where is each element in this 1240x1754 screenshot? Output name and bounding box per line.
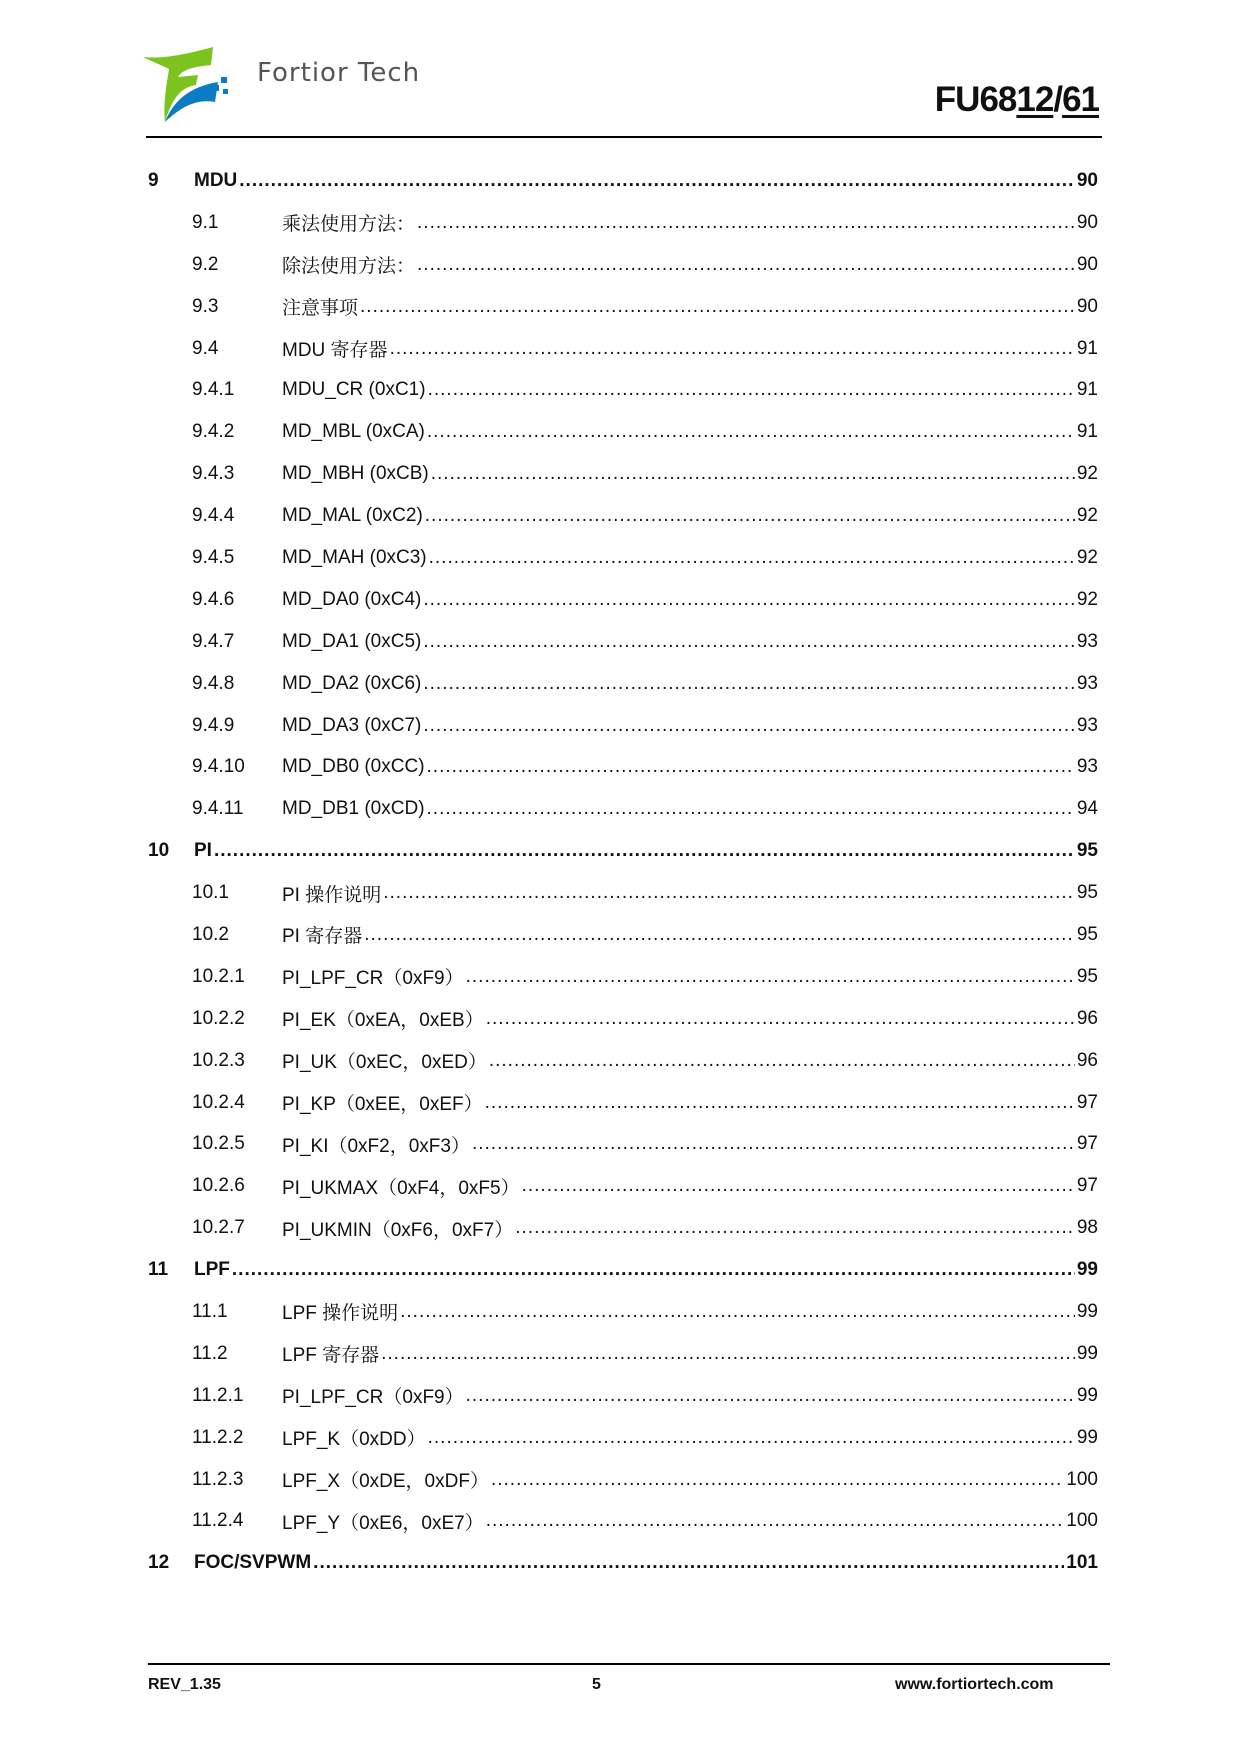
toc-entry-page: 90	[1076, 169, 1098, 191]
toc-entry[interactable]	[148, 1459, 1098, 1501]
footer-divider	[148, 1663, 1110, 1665]
toc-leader-dots	[428, 1427, 1075, 1449]
toc-entry-number: 10.2.6	[192, 1175, 245, 1197]
toc-entry[interactable]	[148, 411, 1098, 453]
toc-leader-dots	[423, 715, 1074, 737]
toc-leader-dots	[390, 338, 1075, 360]
toc-entry-title: LPF_X（0xDE，0xDF）	[282, 1471, 489, 1493]
toc-entry-number: 10.2.3	[192, 1049, 245, 1071]
toc-leader-dots	[417, 212, 1075, 234]
toc-entry-page: 93	[1076, 756, 1098, 778]
toc-entry-title: PI_LPF_CR（0xF9）	[282, 968, 464, 990]
toc-entry-page: 99	[1076, 1384, 1098, 1406]
toc-entry-number: 10	[148, 840, 170, 862]
toc-leader-dots	[466, 1385, 1075, 1407]
toc-leader-dots	[427, 421, 1075, 443]
toc-leader-dots	[429, 547, 1075, 569]
toc-entry-title: PI 操作说明	[282, 884, 382, 906]
toc-entry-number: 9.1	[192, 211, 219, 233]
toc-entry-page: 91	[1076, 337, 1098, 359]
toc-leader-dots	[423, 589, 1074, 611]
toc-leader-dots	[232, 1259, 1075, 1281]
toc-entry[interactable]	[148, 579, 1098, 621]
toc-entry-number: 9.4.10	[192, 756, 245, 778]
toc-entry-number: 10.2.5	[192, 1133, 245, 1155]
toc-entry-page: 97	[1076, 1133, 1098, 1155]
toc-entry-page: 99	[1076, 1259, 1098, 1281]
toc-entry-page: 92	[1076, 588, 1098, 610]
toc-entry[interactable]	[148, 1501, 1098, 1543]
toc-entry-page: 92	[1076, 463, 1098, 485]
footer-page-number: 5	[592, 1676, 601, 1693]
toc-entry-title: PI_EK（0xEA，0xEB）	[282, 1010, 484, 1032]
fortior-logo-icon	[143, 47, 248, 122]
toc-entry-page: 94	[1076, 798, 1098, 820]
toc-leader-dots	[486, 1008, 1075, 1030]
table-of-contents	[148, 160, 1098, 1584]
toc-entry-title: MD_DA2 (0xC6)	[282, 672, 422, 694]
toc-leader-dots	[489, 1050, 1075, 1072]
toc-entry-title: MD_DA1 (0xC5)	[282, 630, 422, 652]
toc-entry-title: MD_DB1 (0xCD)	[282, 798, 425, 820]
toc-entry[interactable]	[148, 160, 1098, 202]
toc-entry[interactable]	[148, 998, 1098, 1040]
toc-entry-title: MD_MBL (0xCA)	[282, 421, 425, 443]
toc-entry[interactable]	[148, 1207, 1098, 1249]
model-separator: /	[1053, 80, 1063, 119]
toc-entry-title: PI_KI（0xF2，0xF3）	[282, 1135, 470, 1157]
toc-entry-title: MD_DA0 (0xC4)	[282, 588, 422, 610]
toc-entry-page: 97	[1076, 1175, 1098, 1197]
toc-entry-number: 10.2.4	[192, 1091, 245, 1113]
toc-entry-number: 9	[148, 169, 159, 191]
toc-leader-dots	[515, 1217, 1075, 1239]
toc-entry-page: 90	[1076, 253, 1098, 275]
toc-leader-dots	[486, 1510, 1065, 1532]
toc-entry-title: PI	[194, 840, 212, 862]
toc-entry[interactable]	[148, 1082, 1098, 1124]
toc-entry-number: 9.4.3	[192, 463, 235, 485]
model-prefix: FU68	[934, 80, 1017, 119]
toc-entry-page: 100	[1066, 1468, 1098, 1490]
toc-entry-number: 9.4	[192, 337, 219, 359]
toc-entry-title: PI 寄存器	[282, 926, 363, 948]
toc-entry-page: 90	[1076, 211, 1098, 233]
toc-entry-title: MDU	[194, 169, 238, 191]
toc-leader-dots	[364, 924, 1075, 946]
toc-entry-number: 11.2.4	[192, 1510, 244, 1532]
toc-entry-title: PI_UKMAX（0xF4，0xF5）	[282, 1177, 520, 1199]
toc-entry-number: 9.4.1	[192, 379, 235, 401]
toc-entry-title: LPF_K（0xDD）	[282, 1429, 426, 1451]
toc-entry[interactable]	[148, 1291, 1098, 1333]
model-variant-a: 12	[1016, 80, 1054, 119]
header-divider	[146, 136, 1102, 138]
toc-entry[interactable]	[148, 914, 1098, 956]
toc-entry-title: PI_KP（0xEE，0xEF）	[282, 1094, 483, 1116]
toc-entry[interactable]	[148, 328, 1098, 370]
toc-entry-title: LPF	[194, 1259, 230, 1281]
toc-entry-number: 10.2.1	[192, 965, 245, 987]
toc-entry-page: 98	[1076, 1217, 1098, 1239]
toc-entry[interactable]	[148, 663, 1098, 705]
toc-leader-dots	[485, 1092, 1075, 1114]
toc-entry[interactable]	[148, 788, 1098, 830]
toc-entry-title: 除法使用方法：	[282, 256, 416, 278]
model-variant-b: 61	[1062, 80, 1099, 119]
toc-entry-page: 99	[1076, 1300, 1098, 1322]
footer-website[interactable]: www.fortiortech.com	[895, 1676, 1054, 1693]
toc-leader-dots	[423, 673, 1074, 695]
toc-entry-page: 93	[1076, 714, 1098, 736]
toc-entry-number: 9.4.5	[192, 546, 235, 568]
toc-entry-title: MDU_CR (0xC1)	[282, 379, 426, 401]
toc-entry-page: 93	[1076, 630, 1098, 652]
toc-entry-number: 9.4.11	[192, 798, 244, 820]
toc-entry-title: PI_UK（0xEC，0xED）	[282, 1052, 487, 1074]
toc-entry-title: 乘法使用方法：	[282, 214, 416, 236]
toc-entry-title: MD_MBH (0xCB)	[282, 463, 429, 485]
toc-entry-page: 95	[1076, 923, 1098, 945]
toc-entry-title: MDU 寄存器	[282, 340, 388, 361]
toc-entry-page: 101	[1066, 1552, 1098, 1574]
toc-entry[interactable]	[148, 202, 1098, 244]
toc-leader-dots	[427, 798, 1075, 820]
toc-entry[interactable]	[148, 453, 1098, 495]
toc-entry-page: 96	[1076, 1007, 1098, 1029]
toc-entry[interactable]	[148, 369, 1098, 411]
toc-leader-dots	[400, 1301, 1075, 1323]
toc-entry-number: 11	[148, 1259, 169, 1281]
toc-entry[interactable]	[148, 1249, 1098, 1291]
toc-entry-number: 10.1	[192, 882, 229, 904]
toc-entry-title: PI_LPF_CR（0xF9）	[282, 1387, 464, 1409]
toc-entry[interactable]	[148, 621, 1098, 663]
toc-entry-page: 96	[1076, 1049, 1098, 1071]
toc-entry[interactable]	[148, 537, 1098, 579]
toc-entry[interactable]	[148, 1375, 1098, 1417]
toc-leader-dots	[423, 631, 1074, 653]
toc-entry-page: 99	[1076, 1426, 1098, 1448]
toc-leader-dots	[381, 1343, 1075, 1365]
toc-entry-number: 10.2.2	[192, 1007, 245, 1029]
toc-entry-page: 99	[1076, 1342, 1098, 1364]
toc-entry[interactable]	[148, 1333, 1098, 1375]
toc-entry-number: 10.2.7	[192, 1217, 245, 1239]
toc-leader-dots	[431, 463, 1075, 485]
toc-entry-page: 95	[1076, 882, 1098, 904]
toc-entry-title: PI_UKMIN（0xF6，0xF7）	[282, 1219, 514, 1241]
brand-name: Fortior Tech	[257, 58, 421, 88]
toc-entry[interactable]	[148, 956, 1098, 998]
toc-entry-number: 11.2.2	[192, 1426, 244, 1448]
toc-leader-dots	[417, 254, 1075, 276]
toc-entry-page: 90	[1076, 295, 1098, 317]
toc-entry-page: 95	[1076, 965, 1098, 987]
toc-entry-number: 9.4.2	[192, 421, 235, 443]
toc-leader-dots	[239, 170, 1075, 192]
toc-entry[interactable]	[148, 1542, 1098, 1584]
toc-entry-number: 12	[148, 1552, 170, 1574]
toc-entry-number: 9.2	[192, 253, 219, 275]
toc-entry-number: 9.4.7	[192, 630, 235, 652]
toc-entry[interactable]	[148, 286, 1098, 328]
toc-entry[interactable]	[148, 746, 1098, 788]
toc-leader-dots	[472, 1133, 1075, 1155]
model-title	[935, 80, 1099, 120]
toc-entry[interactable]	[148, 705, 1098, 747]
toc-entry[interactable]	[148, 244, 1098, 286]
toc-entry-page: 93	[1076, 672, 1098, 694]
toc-entry-page: 91	[1076, 421, 1098, 443]
toc-entry-title: 注意事项	[282, 298, 359, 320]
toc-entry[interactable]	[148, 1040, 1098, 1082]
toc-entry-title: MD_MAL (0xC2)	[282, 505, 423, 527]
toc-leader-dots	[427, 756, 1075, 778]
footer-revision: REV_1.35	[148, 1676, 221, 1693]
toc-entry-number: 11.1	[192, 1300, 228, 1322]
toc-entry-number: 9.3	[192, 295, 219, 317]
toc-entry-title: MD_DA3 (0xC7)	[282, 714, 422, 736]
toc-leader-dots	[425, 505, 1075, 527]
toc-entry-page: 91	[1076, 379, 1098, 401]
toc-entry-number: 9.4.4	[192, 505, 235, 527]
toc-entry-page: 92	[1076, 505, 1098, 527]
toc-entry-number: 9.4.6	[192, 588, 235, 610]
toc-entry-title: LPF 寄存器	[282, 1345, 380, 1367]
toc-entry[interactable]	[148, 1123, 1098, 1165]
toc-entry[interactable]	[148, 830, 1098, 872]
toc-entry-number: 9.4.8	[192, 672, 235, 694]
toc-entry-number: 11.2	[192, 1342, 228, 1364]
toc-leader-dots	[428, 379, 1075, 401]
toc-leader-dots	[383, 882, 1075, 904]
toc-leader-dots	[466, 966, 1075, 988]
toc-entry[interactable]	[148, 1165, 1098, 1207]
toc-entry[interactable]	[148, 1417, 1098, 1459]
toc-leader-dots	[491, 1469, 1064, 1491]
toc-entry-number: 9.4.9	[192, 714, 235, 736]
toc-entry-number: 11.2.1	[192, 1384, 244, 1406]
toc-entry-title: MD_MAH (0xC3)	[282, 546, 427, 568]
toc-entry-number: 10.2	[192, 923, 229, 945]
toc-entry[interactable]	[148, 872, 1098, 914]
toc-entry-page: 97	[1076, 1091, 1098, 1113]
toc-entry-page: 92	[1076, 546, 1098, 568]
toc-entry-title: LPF_Y（0xE6，0xE7）	[282, 1512, 484, 1534]
toc-entry-title: FOC/SVPWM	[194, 1552, 312, 1574]
toc-entry[interactable]	[148, 495, 1098, 537]
toc-entry-title: MD_DB0 (0xCC)	[282, 756, 425, 778]
toc-leader-dots	[214, 840, 1075, 862]
toc-leader-dots	[313, 1552, 1064, 1574]
toc-entry-page: 100	[1066, 1510, 1098, 1532]
toc-entry-page: 95	[1076, 840, 1098, 862]
toc-leader-dots	[360, 296, 1075, 318]
toc-leader-dots	[522, 1175, 1075, 1197]
toc-entry-title: LPF 操作说明	[282, 1303, 399, 1325]
toc-entry-number: 11.2.3	[192, 1468, 244, 1490]
